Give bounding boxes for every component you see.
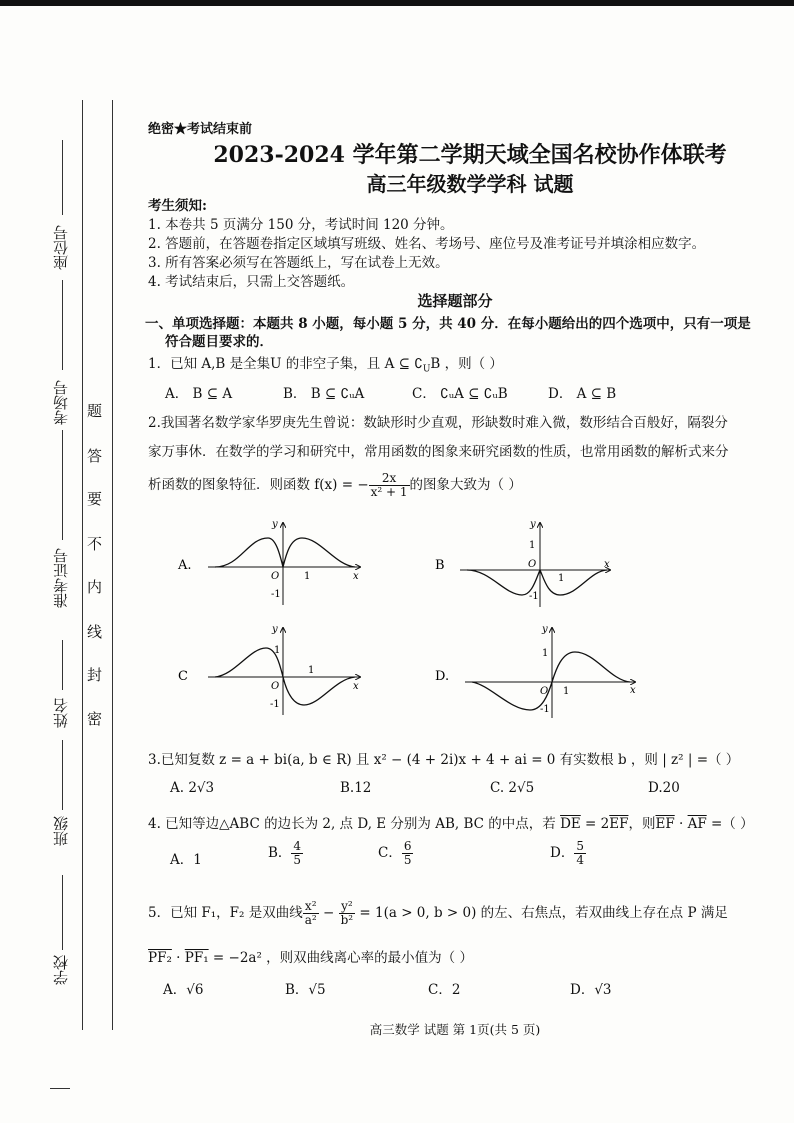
seal-char: 线 (87, 623, 103, 641)
svg-text:1: 1 (563, 686, 570, 697)
room-fill-line (62, 280, 63, 370)
class-label: 班级 (52, 816, 70, 846)
graph-c (178, 624, 360, 715)
svg-text:1: 1 (304, 571, 311, 582)
svg-text:-1: -1 (540, 704, 550, 715)
q4-vector-ef: $\overline{EF}$ (609, 816, 629, 832)
school-fill-line (62, 875, 63, 950)
svg-text:1: 1 (542, 648, 549, 659)
q2-line1: 2.我国著名数学家华罗庚先生曾说：数缺形时少直观，形缺数时难入微，数形结合百般好，隔裂分 (148, 415, 728, 431)
seal-char: 内 (87, 578, 103, 596)
q1-stem (148, 352, 503, 375)
svg-text:O: O (528, 559, 537, 570)
svg-text:1: 1 (558, 573, 565, 584)
svg-text:y: y (272, 519, 278, 530)
confidential-mark: 绝密★考试结束前 (148, 122, 253, 137)
q4-option-c: C． $\frac{6}{5}$ (378, 839, 412, 867)
ticket-fill-line (62, 430, 63, 540)
svg-text:y: y (542, 624, 548, 635)
svg-text:x: x (353, 571, 359, 582)
q2-denominator: x² + 1 (370, 485, 408, 499)
section-title: 选择题部分 (417, 292, 493, 310)
q2-numerator: 2x (369, 472, 410, 486)
svg-text:O: O (271, 571, 280, 582)
q3-option-a: A. 2√3 (170, 780, 215, 796)
q1-option-d: D． A ⊆ B (548, 386, 617, 402)
svg-text:x: x (353, 681, 359, 692)
q1-option-b: B． B ⊆ ∁ᵤA (283, 386, 365, 402)
seal-char: 密 (87, 710, 103, 728)
svg-text:-1: -1 (270, 699, 280, 710)
q4-stem (148, 812, 754, 832)
seal-char: 不 (87, 535, 103, 553)
graph-b-label: B (435, 558, 445, 573)
q4-option-b: B． $\frac{4}{5}$ (268, 839, 302, 867)
q5-vector-pf2: PF₂ (148, 950, 172, 966)
q4-vector-de: $\overline{DE}$ (560, 816, 581, 832)
graph-b (435, 519, 610, 607)
ticket-number-label: 准考证号 (52, 548, 70, 608)
q4-tail: =（ ） (706, 816, 754, 832)
q5-stem: 5．已知 F₁，F₂ 是双曲线 $\frac{\text{x²}}{\text{a²}}$ − $\frac{\text{y²}}{\text{b²}}$ = 1(a > 0, b > 0) 的左、右焦点，若双曲线上存在点 P 满足 (148, 899, 728, 927)
q1-option-a: A． B ⊆ A (165, 386, 233, 402)
graph-a (177, 519, 360, 605)
q2-function-suffix: 的图象大致为（ ） (409, 477, 522, 493)
svg-text:1: 1 (529, 540, 536, 551)
exam-subtitle: 高三年级数学学科 试题 (366, 172, 574, 196)
q1-stem-text: 1．已知 A,B 是全集U 的非空子集，且 A ⊆ ∁ (148, 356, 423, 372)
q2-line2: 家万事休．在数学的学习和研究中，常用函数的图象来研究函数的性质，也常用函数的解析式来分 (148, 444, 729, 460)
seal-char: 题 (87, 402, 103, 420)
notice-item: 2. 答题前，在答题卷指定区域填写班级、姓名、考场号、座位号及准考证号并填涂相应数字。 (148, 236, 706, 252)
q3-stem: 3.已知复数 z = a + bi(a, b ∈ R) 且 x² − (4 + 2i)x + 4 + ai = 0 有实数根 b ，则 | z² | =（ ） (148, 752, 740, 768)
margin-line-inner (112, 100, 113, 1030)
page-footer: 高三数学 试题 第 1页(共 5 页) (369, 1022, 541, 1037)
q3-option-c: C. 2√5 (490, 780, 535, 796)
q5-option-c: C．2 (428, 982, 461, 998)
svg-text:-1: -1 (529, 591, 539, 602)
q4-stem-text: 4. 已知等边△ABC 的边长为 2, 点 D, E 分别为 AB, BC 的中点，若 (148, 816, 556, 832)
q4-eq: = 2 (580, 816, 610, 832)
notice-item: 4. 考试结束后，只需上交答题纸。 (148, 274, 355, 290)
svg-text:x: x (604, 559, 610, 570)
q4-dot: · (674, 816, 688, 832)
q4-option-a: A．1 (170, 852, 202, 868)
section-instruction-cont: 符合题目要求的． (165, 334, 273, 350)
seat-number-label: 座位号 (52, 225, 70, 270)
top-edge-bar (0, 0, 794, 6)
graph-d (435, 624, 636, 718)
q2-line3 (148, 472, 522, 499)
q1-stem-sub: U (422, 364, 431, 375)
exam-room-label: 考场号 (52, 380, 70, 425)
seal-char: 要 (87, 490, 103, 508)
q5-line2: PF₂ · PF₁ = −2a² ，则双曲线离心率的最小值为（ ） (148, 950, 473, 966)
exam-title: 2023-2024 学年第二学期天域全国名校协作体联考 (213, 142, 727, 168)
name-fill-line (62, 640, 63, 690)
school-label: 学校 (52, 955, 70, 985)
notice-heading: 考生须知: (148, 198, 207, 214)
q1-option-c: C． ∁ᵤA ⊆ ∁ᵤB (412, 386, 508, 402)
graph-a-label: A. (178, 558, 192, 573)
class-fill-line (62, 740, 63, 810)
notice-item: 1. 本卷共 5 页满分 150 分，考试时间 120 分钟。 (148, 217, 454, 233)
q2-fraction (369, 472, 410, 499)
q5-vector-pf1: PF₁ (184, 950, 209, 966)
svg-text:1: 1 (308, 665, 315, 676)
q3-option-b: B.12 (340, 780, 372, 796)
q5-option-d: D．√3 (570, 982, 612, 998)
svg-text:O: O (271, 681, 280, 692)
q4-vector-af: $\overline{AF}$ (687, 816, 707, 832)
q5-option-b: B．√5 (285, 982, 326, 998)
graph-c-label: C (178, 669, 188, 684)
q4-option-d: D． $\frac{5}{4}$ (550, 839, 584, 867)
margin-line-outer (82, 100, 83, 1030)
section-instruction: 一、单项选择题：本题共 8 小题，每小题 5 分，共 40 分．在每小题给出的四个选项中，只有一项是 (145, 316, 751, 332)
q2-graphs (170, 515, 780, 720)
q3-option-d: D.20 (648, 780, 680, 796)
svg-text:y: y (530, 519, 536, 530)
q1-stem-tail: B ，则（ ） (430, 356, 503, 372)
seat-fill-line (62, 140, 63, 215)
seal-char: 封 (87, 666, 103, 684)
q4-mid: ，则 (628, 816, 656, 832)
graph-d-label: D. (435, 669, 450, 684)
seal-char: 答 (87, 447, 103, 465)
svg-text:O: O (540, 686, 549, 697)
svg-text:y: y (272, 624, 278, 635)
q5-option-a: A．√6 (163, 982, 204, 998)
name-label: 姓名 (52, 698, 70, 728)
svg-text:x: x (630, 685, 636, 696)
bottom-mark (50, 1088, 70, 1089)
svg-text:1: 1 (274, 645, 281, 656)
notice-item: 3. 所有答案必须写在答题纸上，写在试卷上无效。 (148, 255, 449, 271)
q2-function-prefix: 析函数的图象特征．则函数 f(x) = − (148, 477, 369, 493)
q4-vector-ef-2: $\overline{EF}$ (655, 816, 675, 832)
svg-text:-1: -1 (271, 589, 281, 600)
